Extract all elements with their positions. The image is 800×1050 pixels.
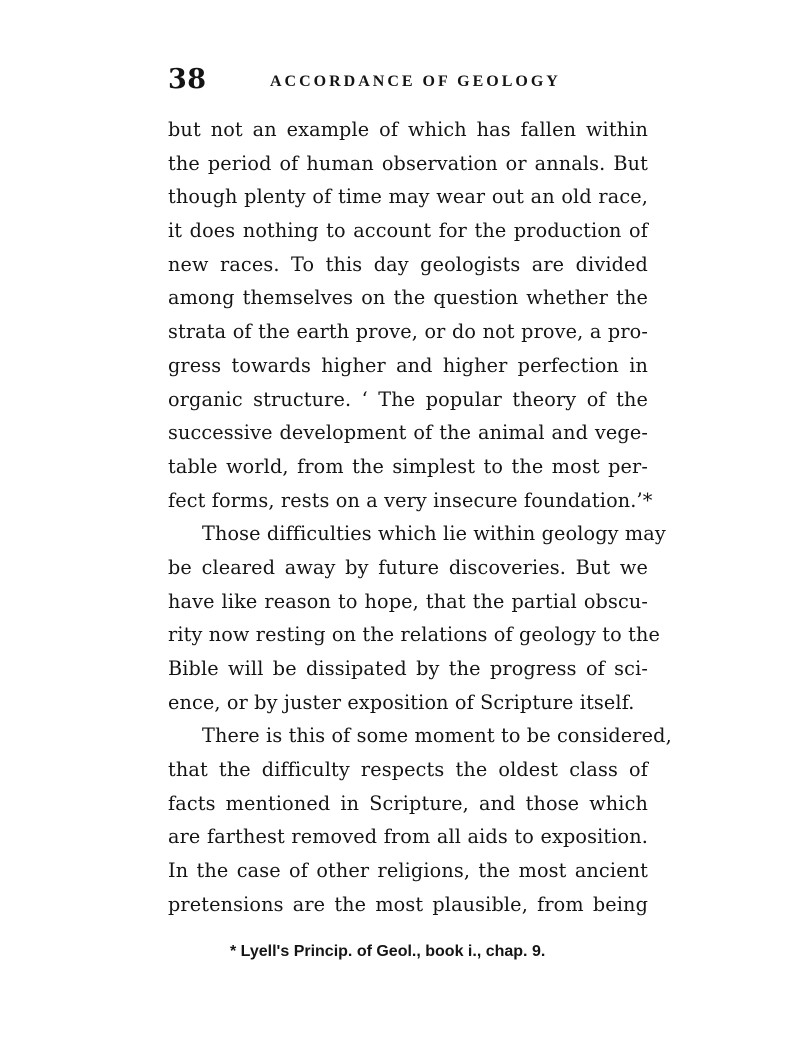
text-line: but not an example of which has fallen within: [168, 118, 648, 141]
paragraph-2: [168, 517, 666, 719]
text-line: Bible will be dissipated by the progress of sci-: [168, 657, 648, 680]
text-line: that the difficulty respects the oldest class of: [168, 758, 648, 782]
text-line: it does nothing to account for the production of: [168, 219, 648, 243]
text-line: In the case of other religions, the most ancient: [168, 859, 648, 883]
text-line: Those difficulties which lie within geology may: [202, 522, 666, 546]
text-line: facts mentioned in Scripture, and those which: [168, 791, 648, 815]
text-line: There is this of some moment to be considered,: [202, 724, 672, 748]
footnote: * Lyell's Princip. of Geol., book i., chap. 9.: [230, 943, 546, 960]
text-line: though plenty of time may wear out an old race,: [168, 185, 648, 209]
text-line: are farthest removed from all aids to exposition.: [168, 825, 648, 849]
text-line: gress towards higher and higher perfection in: [168, 353, 648, 377]
page-number: 38: [168, 64, 207, 95]
text-line: fect forms, rests on a very insecure foundation.’*: [168, 488, 653, 512]
text-line: rity now resting on the relations of geology to the: [168, 623, 660, 647]
paragraph-1: [168, 113, 653, 517]
text-line: among themselves on the question whether the: [168, 286, 648, 310]
text-line: new races. To this day geologists are divided: [168, 252, 648, 276]
text-line: be cleared away by future discoveries. But we: [168, 555, 648, 579]
text-line: successive development of the animal and vege-: [168, 421, 648, 445]
text-line: have like reason to hope, that the partial obscu-: [168, 589, 648, 613]
text-line: strata of the earth prove, or do not prove, a pro-: [168, 320, 648, 344]
text-line: the period of human observation or annals. But: [168, 151, 648, 175]
body-text: [168, 113, 672, 922]
text-line: organic structure. ‘ The popular theory of the: [168, 387, 648, 411]
text-line: ence, or by juster exposition of Scripture itself.: [168, 690, 635, 714]
text-line: table world, from the simplest to the most per-: [168, 454, 648, 478]
text-line: pretensions are the most plausible, from being: [168, 892, 648, 916]
running-head: [168, 62, 648, 102]
running-title: ACCORDANCE OF GEOLOGY: [270, 73, 561, 90]
paragraph-3: [168, 719, 672, 921]
